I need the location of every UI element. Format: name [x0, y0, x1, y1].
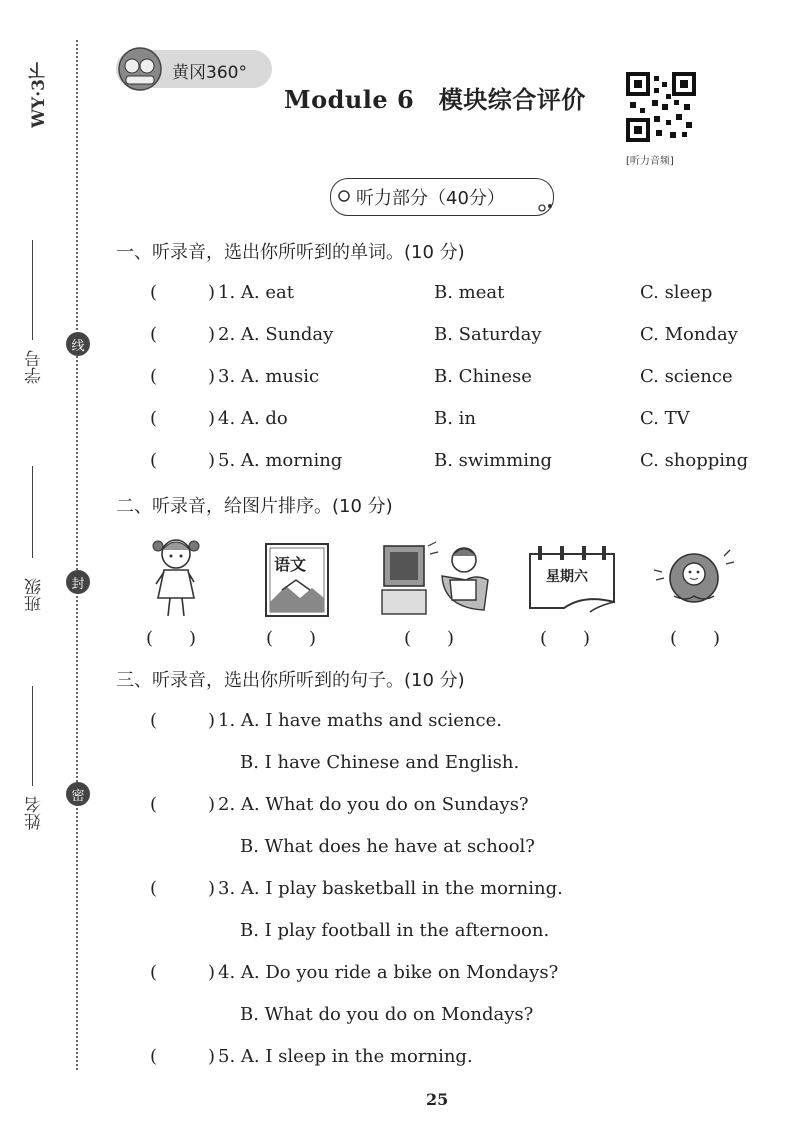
answer-paren-open[interactable]: ( [150, 1046, 158, 1067]
answer-paren-close: ) [208, 324, 216, 345]
option-a: 5. A. morning [218, 450, 343, 471]
brand-name: 黄冈360° [172, 63, 247, 83]
sentence-b: B. What does he have at school? [240, 836, 535, 857]
option-c: C. Monday [640, 324, 738, 345]
picture-order-blank[interactable]: ( ) [266, 628, 317, 649]
brand-logo-icon [116, 46, 164, 92]
option-b: B. swimming [434, 450, 553, 471]
answer-paren-open[interactable]: ( [150, 878, 158, 899]
part3-heading: 三、听录音，选出你所听到的句子。(10 分) [116, 670, 465, 691]
sentence-b: B. I play football in the afternoon. [240, 920, 550, 941]
sentence-b: B. I have Chinese and English. [240, 752, 520, 773]
option-a: 4. A. do [218, 408, 288, 429]
option-b: B. meat [434, 282, 505, 303]
seal-seal-badge: 封 [66, 570, 90, 594]
option-c: C. sleep [640, 282, 713, 303]
calendar-day: 星期六 [546, 569, 588, 585]
page-number: 25 [426, 1090, 449, 1109]
option-b: B. Saturday [434, 324, 542, 345]
answer-paren-close: ) [208, 366, 216, 387]
option-a: 1. A. eat [218, 282, 294, 303]
watching-tv-picture [380, 540, 492, 620]
name-label: 姓名 [25, 796, 45, 830]
answer-paren-close: ) [208, 450, 216, 471]
part1-heading: 一、听录音，选出你所听到的单词。(10 分) [116, 242, 465, 263]
book-title: 语文 [274, 555, 307, 574]
answer-paren-close: ) [208, 408, 216, 429]
sentence-a: 5. A. I sleep in the morning. [218, 1046, 473, 1067]
answer-paren-open[interactable]: ( [150, 408, 158, 429]
answer-paren-close: ) [208, 1046, 216, 1067]
option-a: 2. A. Sunday [218, 324, 334, 345]
student-no-label: 学号 [25, 350, 45, 384]
picture-order-blank[interactable]: ( ) [146, 628, 197, 649]
girl-picture [146, 532, 206, 622]
option-c: C. TV [640, 408, 690, 429]
page-title: Module 6 模块综合评价 [284, 85, 586, 114]
dot-decoration-icon [536, 196, 556, 216]
qr-caption: [听力音频] [626, 156, 674, 167]
option-b: B. Chinese [434, 366, 532, 387]
answer-paren-open[interactable]: ( [150, 710, 158, 731]
option-a: 3. A. music [218, 366, 320, 387]
part2-heading: 二、听录音，给图片排序。(10 分) [116, 496, 393, 517]
sentence-a: 1. A. I have maths and science. [218, 710, 502, 731]
answer-paren-close: ) [208, 962, 216, 983]
sentence-a: 4. A. Do you ride a bike on Mondays? [218, 962, 559, 983]
class-blank[interactable] [32, 466, 33, 558]
answer-paren-close: ) [208, 282, 216, 303]
seal-secret-badge: 密 [66, 782, 90, 806]
picture-order-blank[interactable]: ( ) [540, 628, 591, 649]
picture-order-blank[interactable]: ( ) [670, 628, 721, 649]
circle-decoration-icon [334, 186, 354, 206]
answer-paren-open[interactable]: ( [150, 794, 158, 815]
answer-paren-open[interactable]: ( [150, 962, 158, 983]
sentence-b: B. What do you do on Mondays? [240, 1004, 534, 1025]
class-label: 班级 [25, 578, 45, 612]
answer-paren-open[interactable]: ( [150, 282, 158, 303]
sentence-a: 3. A. I play basketball in the morning. [218, 878, 563, 899]
swimming-picture [650, 544, 736, 614]
answer-paren-open[interactable]: ( [150, 450, 158, 471]
picture-order-blank[interactable]: ( ) [404, 628, 455, 649]
seal-line-badge: 线 [66, 332, 90, 356]
answer-paren-close: ) [208, 878, 216, 899]
answer-paren-close: ) [208, 710, 216, 731]
answer-paren-open[interactable]: ( [150, 324, 158, 345]
answer-paren-open[interactable]: ( [150, 366, 158, 387]
qr-code-icon[interactable] [626, 72, 696, 142]
binding-dotted-line [76, 40, 78, 1070]
section-title: 听力部分（40分） [356, 188, 505, 209]
edition-code: WY·3下 [29, 62, 49, 128]
option-c: C. shopping [640, 450, 749, 471]
student-no-blank[interactable] [32, 240, 33, 340]
option-b: B. in [434, 408, 477, 429]
answer-paren-close: ) [208, 794, 216, 815]
sentence-a: 2. A. What do you do on Sundays? [218, 794, 529, 815]
name-blank[interactable] [32, 686, 33, 786]
option-c: C. science [640, 366, 733, 387]
